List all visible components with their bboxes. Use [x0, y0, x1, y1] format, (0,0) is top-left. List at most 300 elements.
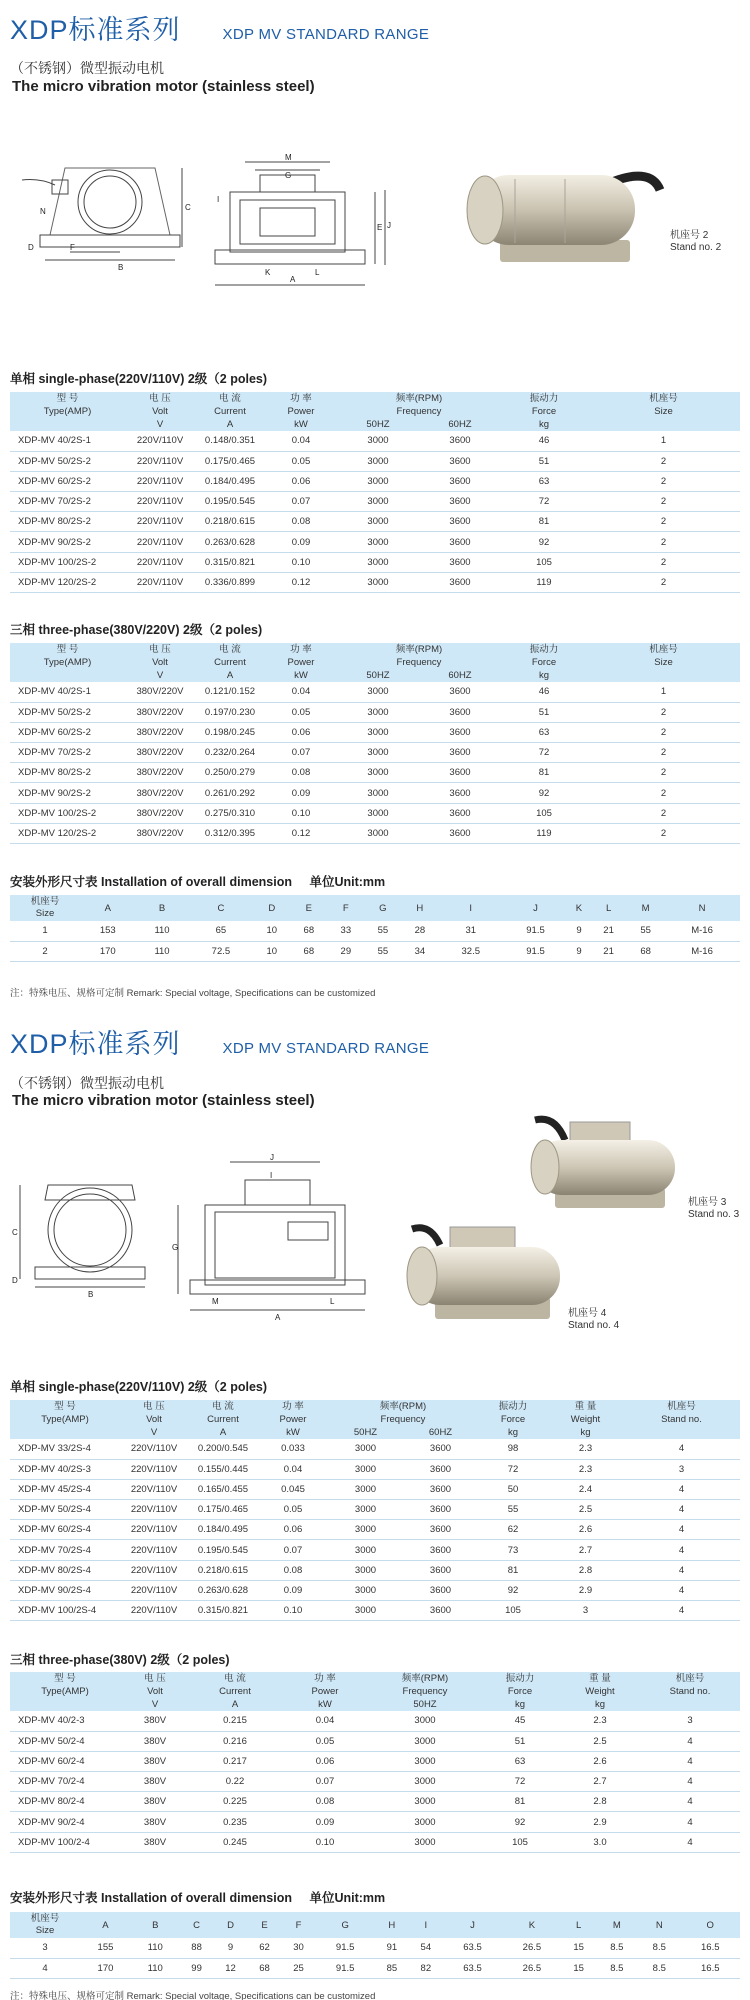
- table-cell: 55: [364, 941, 401, 961]
- motor-photo-stand-3: [525, 1110, 685, 1220]
- table-cell: 15: [562, 1958, 596, 1978]
- table-cell: 16.5: [681, 1938, 741, 1958]
- table-cell: 3000: [337, 552, 419, 572]
- table-cell: 0.05: [258, 1500, 328, 1520]
- hdr-stand-cn: 机座号: [640, 1672, 740, 1685]
- table-cell: 8.5: [596, 1938, 638, 1958]
- table-cell: 3: [640, 1711, 740, 1731]
- table-cell: 2: [587, 803, 740, 823]
- table-cell: 88: [180, 1938, 214, 1958]
- hdr-volt-unit: V: [120, 1698, 190, 1711]
- table-cell: 4: [623, 1601, 740, 1621]
- table-cell: 380V/220V: [125, 763, 195, 783]
- table-cell: 110: [131, 1958, 180, 1978]
- table-cell-first: XDP-MV 120/2S-2: [10, 572, 125, 592]
- table-cell: 0.10: [265, 552, 337, 572]
- product-desc-cn: （不锈钢）微型振动电机: [10, 1075, 164, 1091]
- svg-text:D: D: [28, 243, 34, 252]
- table-cell: 220V/110V: [120, 1580, 188, 1600]
- table-cell: 380V/220V: [125, 702, 195, 722]
- hdr-current-en: Current: [190, 1685, 280, 1698]
- table-row: [10, 743, 740, 763]
- table-cell: 3000: [370, 1751, 480, 1771]
- table-cell: 220V/110V: [125, 552, 195, 572]
- hdr-freq-cn: 频率(RPM): [337, 392, 501, 405]
- table-cell: 62: [248, 1938, 282, 1958]
- hdr-size-en: Size: [35, 1925, 55, 1936]
- table-row: [10, 921, 740, 941]
- table-cell: 72: [501, 492, 587, 512]
- table-cell: 8.5: [596, 1958, 638, 1978]
- table-cell: 3000: [328, 1479, 403, 1499]
- svg-text:L: L: [330, 1297, 335, 1306]
- table-cell: 0.195/0.545: [195, 492, 265, 512]
- hdr-model-cn: 型 号: [10, 1672, 120, 1685]
- table-cell: 153: [80, 921, 136, 941]
- table-cell: 3000: [328, 1560, 403, 1580]
- product-desc-cn: （不锈钢）微型振动电机: [10, 60, 164, 76]
- table-cell: 3000: [328, 1580, 403, 1600]
- table-row: [10, 682, 740, 702]
- hdr-force-en: Force: [478, 1413, 548, 1426]
- dimension-col-header: J: [443, 1912, 502, 1938]
- table-cell: 72: [501, 743, 587, 763]
- hdr-power-cn: 功 率: [258, 1400, 328, 1413]
- dimension-title-text: 安装外形尺寸表 Installation of overall dimension: [10, 875, 292, 889]
- section-2: [0, 1010, 750, 2000]
- table-cell: 0.09: [258, 1580, 328, 1600]
- table-cell-first: XDP-MV 100/2S-4: [10, 1601, 120, 1621]
- table-cell: 3600: [419, 552, 501, 572]
- table-row: [10, 763, 740, 783]
- table-cell: 3: [623, 1459, 740, 1479]
- dimension-col-header: K: [568, 895, 590, 921]
- table-cell: 2.9: [548, 1580, 623, 1600]
- hdr-blank: [10, 1698, 120, 1711]
- table-cell: 3600: [403, 1540, 478, 1560]
- table-cell: 220V/110V: [120, 1459, 188, 1479]
- dimension-col-header: E: [248, 1912, 282, 1938]
- dimension-col-header: D: [253, 895, 290, 921]
- table-cell: 2: [587, 743, 740, 763]
- hdr-current-en: Current: [195, 656, 265, 669]
- hdr-power-en: Power: [265, 656, 337, 669]
- table-cell-first: 4: [10, 1958, 80, 1978]
- table-cell: 3600: [419, 743, 501, 763]
- hdr-model-en: Type(AMP): [10, 1413, 120, 1426]
- stand-label-cn: 机座号 2: [670, 230, 709, 241]
- table-row: [10, 823, 740, 843]
- hdr-size: [10, 895, 80, 921]
- table-cell: 0.315/0.821: [188, 1601, 258, 1621]
- svg-text:L: L: [315, 268, 320, 277]
- table-cell: 3000: [370, 1772, 480, 1792]
- side-view-drawing: [10, 1155, 170, 1305]
- table-cell: 2: [587, 512, 740, 532]
- table-cell: 0.235: [190, 1812, 280, 1832]
- table-cell: 220V/110V: [125, 532, 195, 552]
- table-cell-first: XDP-MV 90/2S-2: [10, 783, 125, 803]
- table-cell: 0.12: [265, 823, 337, 843]
- table-cell: 3000: [337, 451, 419, 471]
- table-row: [10, 512, 740, 532]
- hdr-volt-unit: V: [125, 669, 195, 682]
- table-cell: 3000: [370, 1832, 480, 1852]
- table-cell: 380V/220V: [125, 803, 195, 823]
- table-cell: 3000: [328, 1540, 403, 1560]
- dimension-table: [10, 895, 740, 962]
- dimension-col-header: B: [136, 895, 189, 921]
- dimension-col-header: I: [409, 1912, 443, 1938]
- table-cell: 68: [248, 1958, 282, 1978]
- table-cell: 0.04: [258, 1459, 328, 1479]
- three-phase-rows: [10, 682, 740, 844]
- dimension-col-header: N: [664, 895, 740, 921]
- three-phase-table: [10, 1672, 740, 1853]
- table-cell: 63: [501, 722, 587, 742]
- dimension-col-header: C: [180, 1912, 214, 1938]
- table-cell: 220V/110V: [125, 451, 195, 471]
- table-cell: 0.07: [258, 1540, 328, 1560]
- svg-text:I: I: [217, 195, 220, 204]
- table-cell-first: XDP-MV 70/2-4: [10, 1772, 120, 1792]
- table-cell: 55: [627, 921, 664, 941]
- dimension-col-header: C: [189, 895, 254, 921]
- dimension-unit: 单位Unit:mm: [309, 875, 386, 889]
- table-cell: 2.6: [548, 1520, 623, 1540]
- table-cell: 380V/220V: [125, 823, 195, 843]
- hdr-freq-en: Frequency: [370, 1685, 480, 1698]
- table-cell: 170: [80, 1958, 131, 1978]
- table-cell: 81: [480, 1792, 560, 1812]
- table-cell: 0.05: [280, 1731, 370, 1751]
- table-cell: 34: [401, 941, 438, 961]
- table-cell: 4: [623, 1439, 740, 1459]
- hdr-power-unit: kW: [265, 418, 337, 431]
- table-cell: 10: [253, 921, 290, 941]
- table-cell: 92: [480, 1812, 560, 1832]
- table-cell: 380V: [120, 1711, 190, 1731]
- table-cell: 0.033: [258, 1439, 328, 1459]
- three-phase-title: 三相 three-phase(380V) 2级（2 poles): [10, 1653, 230, 1667]
- table-row: [10, 1792, 740, 1812]
- table-cell: 3000: [370, 1792, 480, 1812]
- hdr-power-cn: 功 率: [265, 643, 337, 656]
- svg-text:B: B: [88, 1290, 94, 1299]
- table-cell: 0.045: [258, 1479, 328, 1499]
- table-cell: 16.5: [681, 1958, 741, 1978]
- table-cell-first: XDP-MV 80/2S-2: [10, 763, 125, 783]
- hdr-power-en: Power: [280, 1685, 370, 1698]
- dimension-col-header: H: [375, 1912, 409, 1938]
- hdr-freq-en: Frequency: [337, 405, 501, 418]
- table-cell: 0.12: [265, 572, 337, 592]
- dimension-col-header: H: [401, 895, 438, 921]
- table-cell: 85: [375, 1958, 409, 1978]
- hdr-power-en: Power: [265, 405, 337, 418]
- dimension-col-header: G: [364, 895, 401, 921]
- svg-text:E: E: [377, 223, 383, 232]
- table-cell: 0.263/0.628: [188, 1580, 258, 1600]
- table-cell: 3000: [337, 532, 419, 552]
- table-row: [10, 451, 740, 471]
- table-cell: 45: [480, 1711, 560, 1731]
- table-cell: 2.3: [548, 1459, 623, 1479]
- table-cell: 0.245: [190, 1832, 280, 1852]
- table-row: [10, 1459, 740, 1479]
- table-cell-first: XDP-MV 90/2-4: [10, 1812, 120, 1832]
- table-cell: 2: [587, 471, 740, 491]
- table-cell: 0.232/0.264: [195, 743, 265, 763]
- svg-text:D: D: [12, 1276, 18, 1285]
- table-cell: 3600: [419, 682, 501, 702]
- hdr-size: [10, 1912, 80, 1938]
- table-row: [10, 783, 740, 803]
- table-cell: 0.07: [265, 743, 337, 763]
- dimension-col-header: A: [80, 895, 136, 921]
- table-row: [10, 1560, 740, 1580]
- table-cell: 0.184/0.495: [188, 1520, 258, 1540]
- table-cell: M-16: [664, 941, 740, 961]
- table-cell: 4: [623, 1580, 740, 1600]
- table-cell: 3000: [328, 1520, 403, 1540]
- table-cell: 2: [587, 532, 740, 552]
- table-cell: 4: [640, 1751, 740, 1771]
- table-cell: 2.8: [548, 1560, 623, 1580]
- table-cell: 51: [501, 451, 587, 471]
- table-cell: 220V/110V: [120, 1560, 188, 1580]
- section-title: XDP标准系列: [10, 1029, 181, 1059]
- hdr-power-unit: kW: [280, 1698, 370, 1711]
- top-view-drawing: [205, 150, 425, 300]
- hdr-current-unit: A: [195, 418, 265, 431]
- table-cell: 0.08: [265, 763, 337, 783]
- hdr-volt-en: Volt: [125, 656, 195, 669]
- table-cell: 0.04: [280, 1711, 370, 1731]
- table-cell: 3000: [337, 572, 419, 592]
- table-cell: 4: [623, 1560, 740, 1580]
- dimension-title: [10, 872, 385, 890]
- svg-text:M: M: [212, 1297, 219, 1306]
- table-cell: 63.5: [443, 1938, 502, 1958]
- table-cell: 33: [327, 921, 364, 941]
- table-cell: 220V/110V: [120, 1439, 188, 1459]
- svg-text:N: N: [40, 207, 46, 216]
- hdr-force-unit: kg: [480, 1698, 560, 1711]
- hdr-50hz: 50HZ: [328, 1426, 403, 1439]
- table-cell: 3000: [337, 702, 419, 722]
- table-cell-first: XDP-MV 40/2S-1: [10, 431, 125, 451]
- table-row: [10, 552, 740, 572]
- hdr-stand-en: Stand no.: [623, 1413, 740, 1426]
- table-cell: 3600: [419, 722, 501, 742]
- hdr-freq-cn: 频率(RPM): [370, 1672, 480, 1685]
- hdr-model-cn: 型 号: [10, 392, 125, 405]
- table-row: [10, 471, 740, 491]
- dimension-rows: [10, 1938, 740, 1978]
- table-cell: 4: [640, 1772, 740, 1792]
- table-cell: 2.7: [560, 1772, 640, 1792]
- table-cell-first: XDP-MV 50/2S-2: [10, 451, 125, 471]
- table-cell: 55: [478, 1500, 548, 1520]
- hdr-model-en: Type(AMP): [10, 1685, 120, 1698]
- table-cell: 110: [136, 921, 189, 941]
- table-cell: 119: [501, 572, 587, 592]
- hdr-size-cn: 机座号: [587, 643, 740, 656]
- table-cell: 3000: [337, 431, 419, 451]
- table-cell: 0.218/0.615: [188, 1560, 258, 1580]
- hdr-weight-en: Weight: [548, 1413, 623, 1426]
- table-cell-first: XDP-MV 90/2S-2: [10, 532, 125, 552]
- table-cell: 0.10: [280, 1832, 370, 1852]
- svg-text:J: J: [387, 221, 391, 230]
- table-cell: 21: [590, 921, 627, 941]
- table-cell: 4: [640, 1832, 740, 1852]
- table-cell-first: XDP-MV 90/2S-4: [10, 1580, 120, 1600]
- table-row: [10, 572, 740, 592]
- table-cell: 0.250/0.279: [195, 763, 265, 783]
- hdr-blank: [10, 418, 125, 431]
- hdr-volt-en: Volt: [125, 405, 195, 418]
- dimension-col-header: F: [282, 1912, 316, 1938]
- table-row: [10, 431, 740, 451]
- table-cell: 2: [587, 823, 740, 843]
- table-cell: 3000: [337, 682, 419, 702]
- table-cell: 55: [364, 921, 401, 941]
- stand-label-4: [568, 1308, 619, 1332]
- table-row: [10, 1938, 740, 1958]
- table-cell: 62: [478, 1520, 548, 1540]
- dimension-title-text: 安装外形尺寸表 Installation of overall dimension: [10, 1891, 292, 1905]
- section-title-row: [10, 1022, 429, 1061]
- hdr-blank: [10, 1426, 120, 1439]
- top-view-drawing: [170, 1150, 410, 1325]
- table-row: [10, 532, 740, 552]
- table-row: [10, 722, 740, 742]
- table-cell-first: XDP-MV 70/2S-4: [10, 1540, 120, 1560]
- table-cell: 2.3: [548, 1439, 623, 1459]
- dimension-title: [10, 1888, 385, 1906]
- table-row: [10, 1439, 740, 1459]
- single-phase-table: [10, 1400, 740, 1621]
- hdr-blank: [10, 669, 125, 682]
- hdr-60hz: 60HZ: [419, 418, 501, 431]
- table-cell: 2.9: [560, 1812, 640, 1832]
- table-cell: 220V/110V: [125, 572, 195, 592]
- table-cell: 0.165/0.455: [188, 1479, 258, 1499]
- table-cell-first: XDP-MV 60/2S-2: [10, 722, 125, 742]
- hdr-force-en: Force: [501, 656, 587, 669]
- hdr-weight-cn: 重 量: [560, 1672, 640, 1685]
- table-cell-first: XDP-MV 50/2-4: [10, 1731, 120, 1751]
- dimension-header-row: [10, 1912, 740, 1938]
- single-phase-rows: [10, 1439, 740, 1621]
- table-cell: 72.5: [189, 941, 254, 961]
- table-row: [10, 1958, 740, 1978]
- hdr-power-unit: kW: [265, 669, 337, 682]
- hdr-power-unit: kW: [258, 1426, 328, 1439]
- svg-text:C: C: [185, 203, 191, 212]
- table-cell: 91.5: [315, 1958, 374, 1978]
- svg-text:M: M: [285, 153, 292, 162]
- table-cell: 0.04: [265, 431, 337, 451]
- table-cell: 81: [501, 763, 587, 783]
- remark-note: 注：特殊电压、规格可定制 Remark: Special voltage, Specifications can be customized: [10, 988, 376, 999]
- table-cell: 3600: [419, 532, 501, 552]
- table-cell: 8.5: [638, 1938, 680, 1958]
- table-cell: 380V: [120, 1812, 190, 1832]
- table-cell: 0.05: [265, 702, 337, 722]
- table-cell: 2.7: [548, 1540, 623, 1560]
- table-row: [10, 1832, 740, 1852]
- table-cell: 0.07: [280, 1772, 370, 1792]
- table-cell-first: XDP-MV 50/2S-2: [10, 702, 125, 722]
- table-cell: 2: [587, 492, 740, 512]
- table-cell: 3600: [403, 1520, 478, 1540]
- table-cell: 3000: [328, 1601, 403, 1621]
- hdr-volt-unit: V: [125, 418, 195, 431]
- table-cell: 0.09: [265, 783, 337, 803]
- side-view-drawing: [10, 140, 200, 290]
- table-cell: 0.184/0.495: [195, 471, 265, 491]
- table-cell: 12: [214, 1958, 248, 1978]
- hdr-volt-cn: 电 压: [120, 1400, 188, 1413]
- table-row: [10, 1731, 740, 1751]
- table-cell: 0.121/0.152: [195, 682, 265, 702]
- table-cell-first: 3: [10, 1938, 80, 1958]
- table-cell: 380V/220V: [125, 722, 195, 742]
- hdr-blank: [587, 669, 740, 682]
- section-title: XDP标准系列: [10, 15, 181, 45]
- table-cell: 68: [627, 941, 664, 961]
- stand-label: [670, 230, 721, 254]
- three-phase-table: [10, 643, 740, 844]
- table-cell: 3600: [419, 471, 501, 491]
- stand-label-cn: 机座号 4: [568, 1308, 607, 1319]
- table-cell: 105: [501, 803, 587, 823]
- table-cell: 105: [478, 1601, 548, 1621]
- hdr-volt-cn: 电 压: [125, 643, 195, 656]
- table-cell: 15: [562, 1938, 596, 1958]
- three-phase-title: 三相 three-phase(380V/220V) 2级（2 poles): [10, 623, 263, 637]
- hdr-50hz: 50HZ: [337, 669, 419, 682]
- table-cell: 380V: [120, 1792, 190, 1812]
- hdr-power-en: Power: [258, 1413, 328, 1426]
- table-cell: 0.218/0.615: [195, 512, 265, 532]
- table-cell: 3600: [403, 1459, 478, 1479]
- table-cell-first: XDP-MV 60/2-4: [10, 1751, 120, 1771]
- hdr-size-cn: 机座号: [30, 1913, 60, 1924]
- dimension-col-header: L: [562, 1912, 596, 1938]
- hdr-size-cn: 机座号: [587, 392, 740, 405]
- svg-text:A: A: [290, 275, 296, 284]
- table-cell: 3000: [328, 1459, 403, 1479]
- hdr-current-cn: 电 流: [195, 643, 265, 656]
- table-cell-first: XDP-MV 50/2S-4: [10, 1500, 120, 1520]
- table-cell: 2: [587, 702, 740, 722]
- hdr-model-cn: 型 号: [10, 1400, 120, 1413]
- hdr-current-en: Current: [188, 1413, 258, 1426]
- table-cell: 51: [501, 702, 587, 722]
- table-cell: 220V/110V: [120, 1479, 188, 1499]
- stand-label-en: Stand no. 2: [670, 242, 722, 253]
- table-cell: 0.195/0.545: [188, 1540, 258, 1560]
- dimension-col-header: D: [214, 1912, 248, 1938]
- table-cell: 46: [501, 431, 587, 451]
- dimension-col-header: B: [131, 1912, 180, 1938]
- dimension-col-header: K: [502, 1912, 561, 1938]
- table-cell: 380V/220V: [125, 682, 195, 702]
